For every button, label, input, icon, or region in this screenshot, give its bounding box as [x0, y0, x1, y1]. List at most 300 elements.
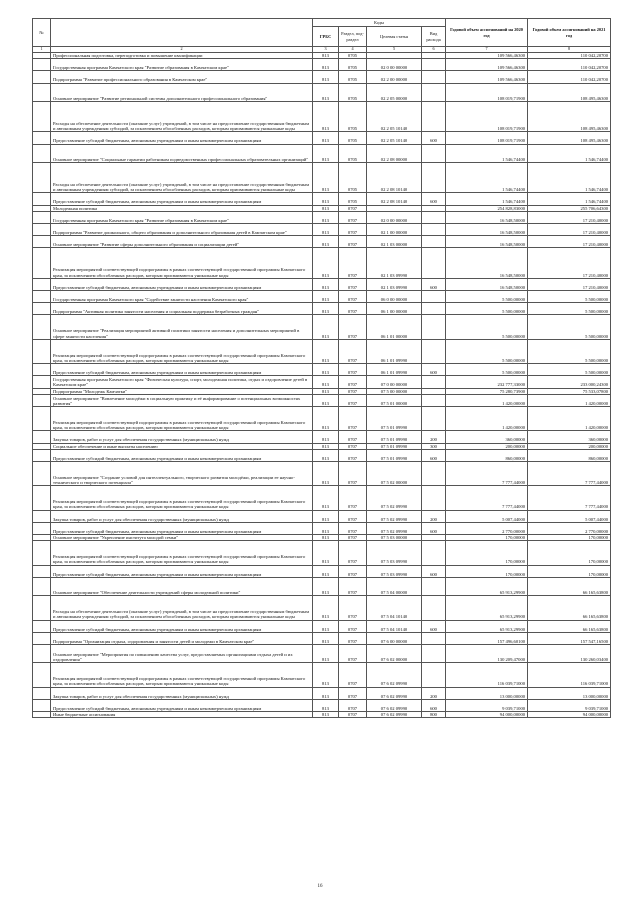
row-sum-2021-cell: 130 260,03400 [528, 644, 611, 662]
row-grbs-cell: 813 [313, 193, 339, 205]
row-expense-type-cell [422, 236, 446, 248]
table-row [33, 632, 611, 644]
row-section-cell: 0707 [339, 644, 367, 662]
row-target-article-cell: 07 5 02 09990 [367, 522, 422, 534]
row-expense-type-cell [422, 59, 446, 71]
row-section-cell: 0707 [339, 236, 367, 248]
row-section-cell: 0707 [339, 711, 367, 717]
row-expense-type-cell [422, 303, 446, 315]
row-section-cell: 0707 [339, 388, 367, 394]
row-expense-type-cell [422, 644, 446, 662]
row-grbs-cell: 813 [313, 71, 339, 83]
row-num-cell [33, 486, 51, 510]
row-expense-type-cell [422, 406, 446, 430]
row-num-cell [33, 406, 51, 430]
row-expense-type-cell: 600 [422, 449, 446, 461]
row-grbs-cell: 813 [313, 406, 339, 430]
row-target-article-cell: 07 5 01 09990 [367, 406, 422, 430]
index-cell: 1 [33, 47, 51, 53]
row-num-cell [33, 211, 51, 223]
row-expense-type-cell: 300 [422, 443, 446, 449]
row-target-article-cell: 02 2 08 10140 [367, 193, 422, 205]
row-sum-2021-cell: 66 165,63800 [528, 620, 611, 632]
row-expense-type-cell [422, 291, 446, 303]
row-sum-2020-cell: 170,00000 [446, 535, 528, 541]
row-name-cell: Предоставление субсидий бюджетным, автономным учреждениям и иным некоммерческим организациям [51, 193, 313, 205]
row-expense-type-cell: 600 [422, 193, 446, 205]
row-name-cell: Расходы на обеспечение деятельности (оказание услуг) учреждений, в том числе на предоставление государственным бюджетным и автономным учреждениям субсидий, за исключением обособленных расходов, которым присваиваются уникальные коды [51, 162, 313, 193]
row-section-cell: 0705 [339, 59, 367, 71]
row-grbs-cell: 813 [313, 388, 339, 394]
row-target-article-cell: 02 1 03 09990 [367, 248, 422, 279]
row-num-cell [33, 291, 51, 303]
row-target-article-cell: 06 1 00 00000 [367, 303, 422, 315]
row-target-article-cell: 07 6 02 09990 [367, 687, 422, 699]
row-sum-2020-cell: 16 548,50000 [446, 248, 528, 279]
row-name-cell: Реализация мероприятий соответствующей подпрограммы в рамках соответствующей государственной программы Камчатского края, за исключением обособленных расходов, которым присваиваются уникальные коды [51, 339, 313, 363]
row-name-cell: Подпрограмма "Молодежь Камчатки" [51, 388, 313, 394]
row-expense-type-cell: 600 [422, 278, 446, 290]
row-target-article-cell: 02 2 00 00000 [367, 71, 422, 83]
budget-table [32, 18, 611, 718]
row-target-article-cell: 07 5 01 09990 [367, 431, 422, 443]
row-num-cell [33, 162, 51, 193]
row-expense-type-cell: 200 [422, 687, 446, 699]
row-sum-2021-cell: 7 777,44000 [528, 461, 611, 485]
row-name-cell: Закупка товаров, работ и услуг для обеспечения государственных (муниципальных) нужд [51, 687, 313, 699]
table-row [33, 486, 611, 510]
row-sum-2021-cell: 5 500,00000 [528, 303, 611, 315]
index-cell: 7 [446, 47, 528, 53]
row-expense-type-cell: 600 [422, 364, 446, 376]
row-name-cell: Государственная программа Камчатского края "Содействие занятости населения Камчатского края" [51, 291, 313, 303]
row-expense-type-cell: 200 [422, 510, 446, 522]
row-num-cell [33, 632, 51, 644]
row-sum-2020-cell: 16 548,50000 [446, 236, 528, 248]
row-section-cell: 0707 [339, 278, 367, 290]
row-section-cell: 0707 [339, 449, 367, 461]
row-grbs-cell: 813 [313, 278, 339, 290]
header-section: Раздел, под-раздел [339, 27, 367, 47]
row-grbs-cell: 813 [313, 339, 339, 363]
row-section-cell: 0707 [339, 339, 367, 363]
row-grbs-cell: 813 [313, 687, 339, 699]
row-num-cell [33, 522, 51, 534]
row-name-cell: Социальное обеспечение и иные выплаты населению [51, 443, 313, 449]
row-name-cell: Расходы на обеспечение деятельности (оказание услуг) учреждений, в том числе на предоставление государственным бюджетным и автономным учреждениям субсидий, за исключением обособленных расходов, которым присваиваются уникальные коды [51, 596, 313, 620]
row-sum-2020-cell: 109 566,46300 [446, 59, 528, 71]
table-row [33, 278, 611, 290]
row-expense-type-cell [422, 376, 446, 388]
row-num-cell [33, 687, 51, 699]
header-expense-type: Вид расхода [422, 27, 446, 47]
row-expense-type-cell: 600 [422, 132, 446, 144]
row-name-cell: Подпрограмма "Развитие дошкольного, общего образования и дополнительного образования детей в Камчатском крае" [51, 223, 313, 235]
row-num-cell [33, 449, 51, 461]
row-section-cell: 0707 [339, 632, 367, 644]
row-name-cell: Основное мероприятие "Социальные гарантии работникам подведомственных профессиональных образовательных организаций" [51, 144, 313, 162]
header-num: № [33, 19, 51, 47]
row-num-cell [33, 620, 51, 632]
row-section-cell: 0705 [339, 162, 367, 193]
row-target-article-cell: 07 5 00 00000 [367, 388, 422, 394]
row-section-cell: 0705 [339, 193, 367, 205]
row-sum-2021-cell: 17 210,40000 [528, 236, 611, 248]
row-sum-2020-cell: 7 777,44000 [446, 486, 528, 510]
row-sum-2021-cell: 108 495,46300 [528, 83, 611, 101]
row-target-article-cell: 07 6 02 00000 [367, 644, 422, 662]
table-row [33, 699, 611, 711]
row-sum-2021-cell: 1 546,74400 [528, 162, 611, 193]
row-section-cell: 0705 [339, 101, 367, 132]
table-row [33, 53, 611, 59]
row-target-article-cell: 02 2 08 10140 [367, 162, 422, 193]
row-target-article-cell: 07 6 02 09990 [367, 699, 422, 711]
index-cell: 4 [339, 47, 367, 53]
row-grbs-cell: 813 [313, 223, 339, 235]
row-section-cell: 0707 [339, 223, 367, 235]
row-grbs-cell: 813 [313, 205, 339, 211]
table-row [33, 364, 611, 376]
row-expense-type-cell [422, 101, 446, 132]
row-name-cell: Реализация мероприятий соответствующей подпрограммы в рамках соответствующей государственной программы Камчатского края, за исключением обособленных расходов, которым присваиваются уникальные коды [51, 406, 313, 430]
row-target-article-cell: 07 5 03 09990 [367, 541, 422, 565]
row-grbs-cell: 813 [313, 236, 339, 248]
row-section-cell: 0707 [339, 535, 367, 541]
row-sum-2021-cell: 66 165,63800 [528, 577, 611, 595]
table-row [33, 577, 611, 595]
row-target-article-cell: 06 1 01 09990 [367, 339, 422, 363]
table-row [33, 236, 611, 248]
row-sum-2020-cell: 170,00000 [446, 541, 528, 565]
row-target-article-cell: 02 0 00 00000 [367, 211, 422, 223]
row-grbs-cell: 813 [313, 565, 339, 577]
row-target-article-cell: 02 0 00 00000 [367, 59, 422, 71]
table-row [33, 541, 611, 565]
row-target-article-cell: 07 6 00 00000 [367, 632, 422, 644]
row-section-cell: 0705 [339, 144, 367, 162]
table-row [33, 162, 611, 193]
row-num-cell [33, 193, 51, 205]
table-row [33, 291, 611, 303]
row-section-cell: 0707 [339, 663, 367, 687]
row-name-cell: Основное мероприятие "Вовлечение молодёжи в социальную практику и её информирование о потенциальных возможностях развития" [51, 394, 313, 406]
row-section-cell: 0707 [339, 620, 367, 632]
table-row [33, 71, 611, 83]
row-grbs-cell: 813 [313, 644, 339, 662]
table-row [33, 223, 611, 235]
row-sum-2020-cell: 75 280,73900 [446, 388, 528, 394]
row-name-cell: Предоставление субсидий бюджетным, автономным учреждениям и иным некоммерческим организациям [51, 565, 313, 577]
row-expense-type-cell [422, 663, 446, 687]
row-target-article-cell: 06 1 01 09990 [367, 364, 422, 376]
row-target-article-cell: 07 5 01 09990 [367, 449, 422, 461]
row-sum-2020-cell: 860,00000 [446, 449, 528, 461]
row-grbs-cell: 813 [313, 535, 339, 541]
table-row [33, 620, 611, 632]
row-name-cell: Подпрограмма "Активная политика занятости населения и социальная поддержка безработных граждан" [51, 303, 313, 315]
row-sum-2020-cell: 157 496,60100 [446, 632, 528, 644]
row-section-cell: 0707 [339, 565, 367, 577]
row-section-cell: 0707 [339, 211, 367, 223]
row-target-article-cell: 07 5 02 09990 [367, 486, 422, 510]
row-sum-2021-cell: 5 500,00000 [528, 364, 611, 376]
row-sum-2020-cell: 200,00000 [446, 443, 528, 449]
row-sum-2020-cell: 1 546,74400 [446, 162, 528, 193]
row-sum-2021-cell: 75 533,07800 [528, 388, 611, 394]
row-grbs-cell: 813 [313, 394, 339, 406]
row-grbs-cell: 813 [313, 162, 339, 193]
row-target-article-cell: 07 5 02 00000 [367, 461, 422, 485]
row-num-cell [33, 303, 51, 315]
row-expense-type-cell: 800 [422, 711, 446, 717]
table-row [33, 303, 611, 315]
row-section-cell: 0705 [339, 83, 367, 101]
row-expense-type-cell [422, 339, 446, 363]
row-sum-2020-cell: 130 209,47000 [446, 644, 528, 662]
row-grbs-cell: 813 [313, 248, 339, 279]
table-row [33, 596, 611, 620]
row-section-cell: 0707 [339, 461, 367, 485]
row-grbs-cell: 813 [313, 632, 339, 644]
row-target-article-cell: 07 5 04 10140 [367, 620, 422, 632]
row-num-cell [33, 461, 51, 485]
row-target-article-cell: 07 5 02 09990 [367, 510, 422, 522]
row-expense-type-cell [422, 162, 446, 193]
row-sum-2021-cell: 110 042,20700 [528, 71, 611, 83]
row-section-cell: 0705 [339, 132, 367, 144]
row-name-cell: Профессиональная подготовка, переподготовка и повышение квалификации [51, 53, 313, 59]
row-expense-type-cell: 600 [422, 620, 446, 632]
row-target-article-cell: 07 6 02 09990 [367, 663, 422, 687]
row-target-article-cell: 07 5 01 09990 [367, 443, 422, 449]
row-name-cell: Предоставление субсидий бюджетным, автономным учреждениям и иным некоммерческим организациям [51, 699, 313, 711]
header-grbs: ГРБС [313, 27, 339, 47]
row-sum-2021-cell: 13 000,00000 [528, 687, 611, 699]
row-sum-2020-cell: 9 039,71000 [446, 699, 528, 711]
row-num-cell [33, 101, 51, 132]
row-expense-type-cell [422, 486, 446, 510]
header-target-article: Целевая статья [367, 27, 422, 47]
row-sum-2021-cell: 2 770,00000 [528, 522, 611, 534]
row-sum-2020-cell: 116 039,71000 [446, 663, 528, 687]
table-row [33, 339, 611, 363]
row-grbs-cell: 813 [313, 443, 339, 449]
row-grbs-cell: 813 [313, 486, 339, 510]
row-target-article-cell: 07 0 00 00000 [367, 376, 422, 388]
row-target-article-cell: 07 5 04 10140 [367, 596, 422, 620]
table-row [33, 101, 611, 132]
row-num-cell [33, 132, 51, 144]
row-name-cell: Основное мероприятие "Укрепление института молодой семьи" [51, 535, 313, 541]
row-sum-2020-cell: 65 913,29900 [446, 620, 528, 632]
row-sum-2021-cell: 110 042,20700 [528, 59, 611, 71]
row-sum-2020-cell: 5 500,00000 [446, 364, 528, 376]
table-row [33, 211, 611, 223]
row-sum-2021-cell: 1 420,00000 [528, 406, 611, 430]
row-num-cell [33, 223, 51, 235]
row-sum-2021-cell: 17 210,40000 [528, 223, 611, 235]
row-target-article-cell: 02 2 05 10140 [367, 101, 422, 132]
row-grbs-cell: 813 [313, 315, 339, 339]
table-row [33, 510, 611, 522]
table-row [33, 315, 611, 339]
row-section-cell: 0707 [339, 699, 367, 711]
row-grbs-cell: 813 [313, 461, 339, 485]
row-expense-type-cell [422, 211, 446, 223]
row-grbs-cell: 813 [313, 711, 339, 717]
row-target-article-cell: 07 5 04 00000 [367, 577, 422, 595]
row-name-cell: Предоставление субсидий бюджетным, автономным учреждениям и иным некоммерческим организациям [51, 620, 313, 632]
row-num-cell [33, 394, 51, 406]
row-sum-2020-cell: 232 777,33000 [446, 376, 528, 388]
row-sum-2021-cell: 17 210,40000 [528, 248, 611, 279]
row-section-cell: 0705 [339, 53, 367, 59]
row-num-cell [33, 541, 51, 565]
row-sum-2020-cell: 108 019,71900 [446, 132, 528, 144]
row-grbs-cell: 813 [313, 83, 339, 101]
table-row [33, 83, 611, 101]
table-row [33, 663, 611, 687]
row-name-cell: Предоставление субсидий бюджетным, автономным учреждениям и иным некоммерческим организациям [51, 522, 313, 534]
row-expense-type-cell: 200 [422, 431, 446, 443]
row-expense-type-cell: 600 [422, 699, 446, 711]
row-name-cell: Реализация мероприятий соответствующей подпрограммы в рамках соответствующей государственной программы Камчатского края, за исключением обособленных расходов, которым присваиваются уникальные коды [51, 248, 313, 279]
row-grbs-cell: 813 [313, 522, 339, 534]
row-sum-2020-cell: 5 500,00000 [446, 315, 528, 339]
row-grbs-cell: 813 [313, 449, 339, 461]
row-section-cell: 0707 [339, 431, 367, 443]
row-name-cell: Государственная программа Камчатского края "Развитие образования в Камчатском крае" [51, 59, 313, 71]
table-row [33, 394, 611, 406]
row-target-article-cell: 02 1 03 09990 [367, 278, 422, 290]
row-sum-2020-cell: 16 548,50000 [446, 278, 528, 290]
row-sum-2020-cell: 1 546,74400 [446, 144, 528, 162]
row-sum-2020-cell: 65 913,29900 [446, 596, 528, 620]
row-name-cell: Предоставление субсидий бюджетным, автономным учреждениям и иным некоммерческим организациям [51, 132, 313, 144]
page-number: 16 [317, 884, 323, 889]
table-row [33, 376, 611, 388]
row-sum-2021-cell: 200,00000 [528, 443, 611, 449]
row-sum-2021-cell: 17 210,40000 [528, 278, 611, 290]
table-row [33, 535, 611, 541]
row-section-cell: 0707 [339, 541, 367, 565]
row-sum-2020-cell: 1 420,00000 [446, 406, 528, 430]
row-expense-type-cell [422, 83, 446, 101]
budget-table-sheet [32, 18, 610, 718]
row-grbs-cell: 813 [313, 303, 339, 315]
row-num-cell [33, 144, 51, 162]
row-section-cell: 0707 [339, 577, 367, 595]
table-row [33, 132, 611, 144]
table-row [33, 522, 611, 534]
row-section-cell: 0707 [339, 364, 367, 376]
row-name-cell: Государственная программа Камчатского края "Развитие образования в Камчатском крае" [51, 211, 313, 223]
row-sum-2021-cell: 1 420,00000 [528, 394, 611, 406]
row-target-article-cell: 07 6 02 09990 [367, 711, 422, 717]
row-grbs-cell: 813 [313, 431, 339, 443]
row-name-cell: Расходы на обеспечение деятельности (оказание услуг) учреждений, в том числе на предоставление государственным бюджетным и автономным учреждениям субсидий, за исключением обособленных расходов, которым присваиваются уникальные коды [51, 101, 313, 132]
row-sum-2021-cell: 360,00000 [528, 431, 611, 443]
row-sum-2020-cell: 360,00000 [446, 431, 528, 443]
row-sum-2020-cell: 94 000,00000 [446, 711, 528, 717]
row-sum-2021-cell: 233 000,24300 [528, 376, 611, 388]
row-num-cell [33, 663, 51, 687]
row-expense-type-cell [422, 248, 446, 279]
row-sum-2021-cell: 170,00000 [528, 535, 611, 541]
row-sum-2020-cell: 5 500,00000 [446, 339, 528, 363]
table-row [33, 193, 611, 205]
row-grbs-cell: 813 [313, 376, 339, 388]
row-sum-2020-cell: 65 913,29900 [446, 577, 528, 595]
row-num-cell [33, 644, 51, 662]
row-section-cell: 0707 [339, 376, 367, 388]
row-grbs-cell: 813 [313, 663, 339, 687]
row-expense-type-cell [422, 223, 446, 235]
row-sum-2021-cell: 116 039,71000 [528, 663, 611, 687]
row-num-cell [33, 236, 51, 248]
index-cell: 8 [528, 47, 611, 53]
row-sum-2021-cell: 94 000,00000 [528, 711, 611, 717]
row-sum-2020-cell: 5 007,44000 [446, 510, 528, 522]
row-sum-2021-cell: 170,00000 [528, 565, 611, 577]
row-sum-2020-cell: 109 566,46300 [446, 71, 528, 83]
row-grbs-cell: 813 [313, 101, 339, 132]
row-expense-type-cell: 600 [422, 522, 446, 534]
table-row [33, 406, 611, 430]
row-name-cell: Предоставление субсидий бюджетным, автономным учреждениям и иным некоммерческим организациям [51, 449, 313, 461]
row-target-article-cell: 02 1 00 00000 [367, 223, 422, 235]
row-sum-2020-cell: 1 546,74400 [446, 193, 528, 205]
row-name-cell: Основное мероприятие "Обеспечение деятельности учреждений сферы молодежной политики" [51, 577, 313, 595]
row-sum-2021-cell: 860,00000 [528, 449, 611, 461]
table-body [33, 53, 611, 718]
row-grbs-cell: 813 [313, 577, 339, 595]
table-row [33, 461, 611, 485]
table-header [33, 19, 611, 53]
row-num-cell [33, 59, 51, 71]
row-target-article-cell: 06 0 00 00000 [367, 291, 422, 303]
row-expense-type-cell [422, 632, 446, 644]
row-sum-2021-cell: 9 039,71000 [528, 699, 611, 711]
row-num-cell [33, 376, 51, 388]
row-target-article-cell: 07 5 01 00000 [367, 394, 422, 406]
row-num-cell [33, 577, 51, 595]
row-target-article-cell: 07 5 03 09990 [367, 565, 422, 577]
table-row [33, 449, 611, 461]
row-expense-type-cell [422, 541, 446, 565]
row-sum-2020-cell: 108 019,71900 [446, 83, 528, 101]
table-row [33, 388, 611, 394]
row-sum-2020-cell: 254 828,83000 [446, 205, 528, 211]
row-name-cell: Основное мероприятие "Реализация мероприятий активной политики занятости населения и дополнительных мероприятий в сфере занятости населения" [51, 315, 313, 339]
row-num-cell [33, 510, 51, 522]
header-sum-2021: Годовой объем ассигнований на 2021 год [528, 19, 611, 47]
header-codes: Коды [313, 19, 446, 27]
row-sum-2020-cell: 108 019,71900 [446, 101, 528, 132]
row-num-cell [33, 596, 51, 620]
row-name-cell: Реализация мероприятий соответствующей подпрограммы в рамках соответствующей государственной программы Камчатского края, за исключением обособленных расходов, которым присваиваются уникальные коды [51, 663, 313, 687]
row-section-cell: 0707 [339, 394, 367, 406]
table-row [33, 711, 611, 717]
row-expense-type-cell [422, 461, 446, 485]
row-grbs-cell: 813 [313, 596, 339, 620]
row-num-cell [33, 315, 51, 339]
row-sum-2020-cell: 170,00000 [446, 565, 528, 577]
row-target-article-cell: 02 2 05 00000 [367, 83, 422, 101]
index-cell: 2 [51, 47, 313, 53]
row-grbs-cell: 813 [313, 620, 339, 632]
